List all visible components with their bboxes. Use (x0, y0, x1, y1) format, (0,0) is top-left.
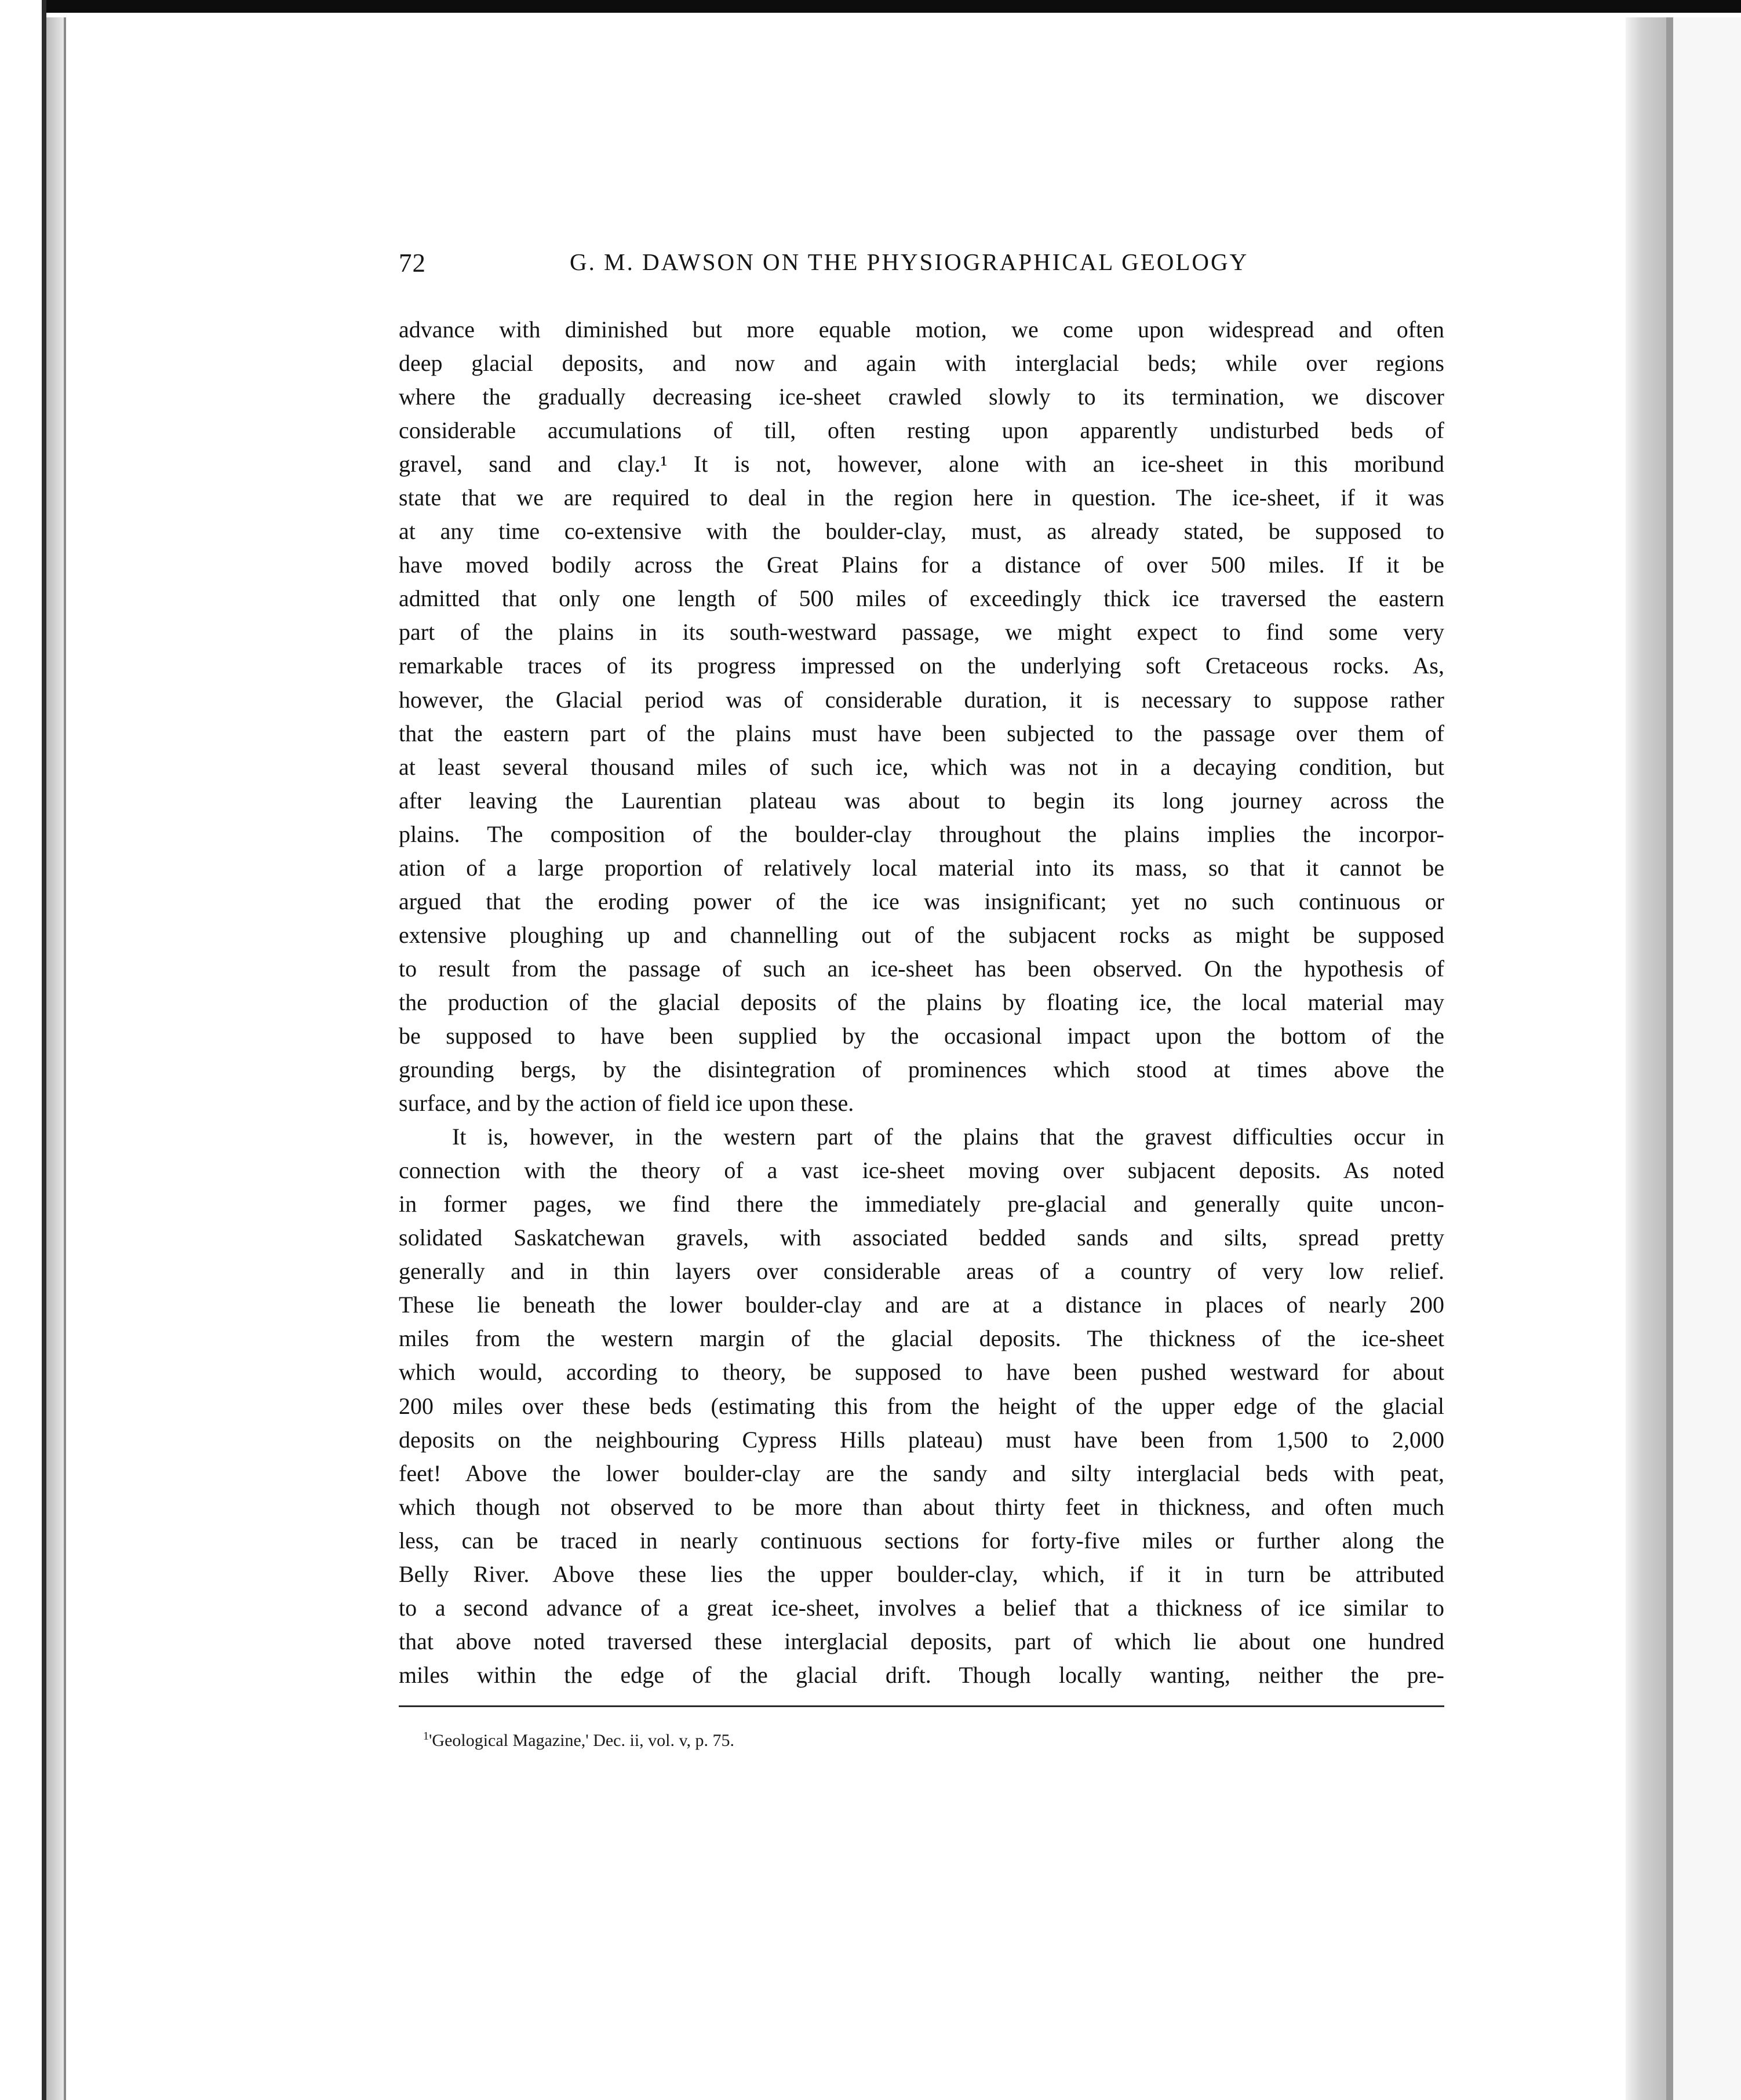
scan-left-binding (0, 0, 46, 2100)
text-line: Belly River. Above these lies the upper boulder-clay, which, if it in turn be attributed (399, 1561, 1444, 1587)
text-line: extensive ploughing up and channelling out of the subjacent rocks as might be supposed (399, 921, 1444, 948)
page-number: 72 (399, 249, 426, 278)
text-line: that the eastern part of the plains must have been subjected to the passage over them of (399, 720, 1444, 746)
footnote (423, 1730, 734, 1751)
text-line: at least several thousand miles of such ice, which was not in a decaying condition, but (399, 753, 1444, 780)
text-line: miles from the western margin of the glacial deposits. The thickness of the ice-sheet (399, 1325, 1444, 1352)
text-line: the production of the glacial deposits of the plains by floating ice, the local material may (399, 989, 1444, 1015)
text-line: after leaving the Laurentian plateau was about to begin its long journey across the (399, 787, 1444, 814)
text-line: however, the Glacial period was of considerable duration, it is necessary to suppose rather (399, 686, 1444, 713)
paragraph-start-line: It is, however, in the western part of the plains that the gravest difficulties occur in (452, 1124, 1444, 1150)
paragraph-end-line: surface, and by the action of field ice upon these. (399, 1090, 854, 1117)
text-line: 200 miles over these beds (estimating this from the height of the upper edge of the glacial (399, 1392, 1444, 1419)
text-line: These lie beneath the lower boulder-clay and are at a distance in places of nearly 200 (399, 1292, 1444, 1318)
text-line: state that we are required to deal in the region here in question. The ice-sheet, if it was (399, 484, 1444, 511)
text-line: that above noted traversed these interglacial deposits, part of which lie about one hundred (399, 1628, 1444, 1654)
scan-left-edge (64, 17, 66, 2100)
text-line: argued that the eroding power of the ice was insignificant; yet no such continuous or (399, 888, 1444, 914)
body-text (399, 313, 1444, 1692)
text-line: remarkable traces of its progress impressed on the underlying soft Cretaceous rocks. As, (399, 652, 1444, 679)
text-line: grounding bergs, by the disintegration of prominences which stood at times above the (399, 1056, 1444, 1083)
text-line: part of the plains in its south-westward passage, we might expect to find some very (399, 619, 1444, 646)
text-line: deep glacial deposits, and now and again with interglacial beds; while over regions (399, 350, 1444, 377)
text-line: plains. The composition of the boulder-clay throughout the plains implies the incorpor- (399, 821, 1444, 847)
text-line: which would, according to theory, be supposed to have been pushed westward for about (399, 1359, 1444, 1386)
text-line: less, can be traced in nearly continuous sections for forty-five miles or further along the (399, 1527, 1444, 1554)
text-line: have moved bodily across the Great Plains for a distance of over 500 miles. If it be (399, 552, 1444, 578)
text-line: which though not observed to be more than about thirty feet in thickness, and often much (399, 1493, 1444, 1520)
text-line: at any time co-extensive with the boulder-clay, must, as already stated, be supposed to (399, 518, 1444, 545)
running-head (399, 248, 1268, 283)
scan-left-gutter (46, 17, 64, 2100)
scan-top-border (0, 0, 1741, 13)
text-line: to result from the passage of such an ice-sheet has been observed. On the hypothesis of (399, 955, 1444, 982)
text-line: gravel, sand and clay.¹ It is not, however, alone with an ice-sheet in this moribund (399, 451, 1444, 477)
running-head-title: G. M. DAWSON ON THE PHYSIOGRAPHICAL GEOLOGY (570, 249, 1249, 275)
text-line: solidated Saskatchewan gravels, with associated bedded sands and silts, spread pretty (399, 1224, 1444, 1251)
scan-right-margin (1673, 17, 1741, 2100)
text-line: considerable accumulations of till, often resting upon apparently undisturbed beds of (399, 417, 1444, 444)
text-line: where the gradually decreasing ice-sheet crawled slowly to its termination, we discover (399, 384, 1444, 410)
footnote-divider (399, 1705, 1444, 1707)
footnote-marker: 1 (423, 1730, 429, 1742)
text-line: to a second advance of a great ice-sheet, involves a belief that a thickness of ice similar to (399, 1594, 1444, 1621)
text-line: generally and in thin layers over considerable areas of a country of very low relief. (399, 1258, 1444, 1285)
text-line: admitted that only one length of 500 miles of exceedingly thick ice traversed the eastern (399, 585, 1444, 612)
text-line: feet! Above the lower boulder-clay are the sandy and silty interglacial beds with peat, (399, 1460, 1444, 1486)
scan-right-edge-line (1666, 17, 1673, 2100)
text-line: in former pages, we find there the immediately pre-glacial and generally quite uncon- (399, 1191, 1444, 1217)
text-line: connection with the theory of a vast ice-sheet moving over subjacent deposits. As noted (399, 1157, 1444, 1184)
footnote-text: 'Geological Magazine,' Dec. ii, vol. v, p. 75. (429, 1731, 735, 1750)
text-line: advance with diminished but more equable motion, we come upon widespread and often (399, 316, 1444, 342)
text-line: deposits on the neighbouring Cypress Hills plateau) must have been from 1,500 to 2,000 (399, 1426, 1444, 1453)
text-line: miles within the edge of the glacial drift. Though locally wanting, neither the pre- (399, 1661, 1444, 1688)
scan-right-page-edge (1626, 17, 1666, 2100)
text-line: be supposed to have been supplied by the occasional impact upon the bottom of the (399, 1022, 1444, 1049)
text-line: ation of a large proportion of relatively local material into its mass, so that it cannot be (399, 854, 1444, 881)
